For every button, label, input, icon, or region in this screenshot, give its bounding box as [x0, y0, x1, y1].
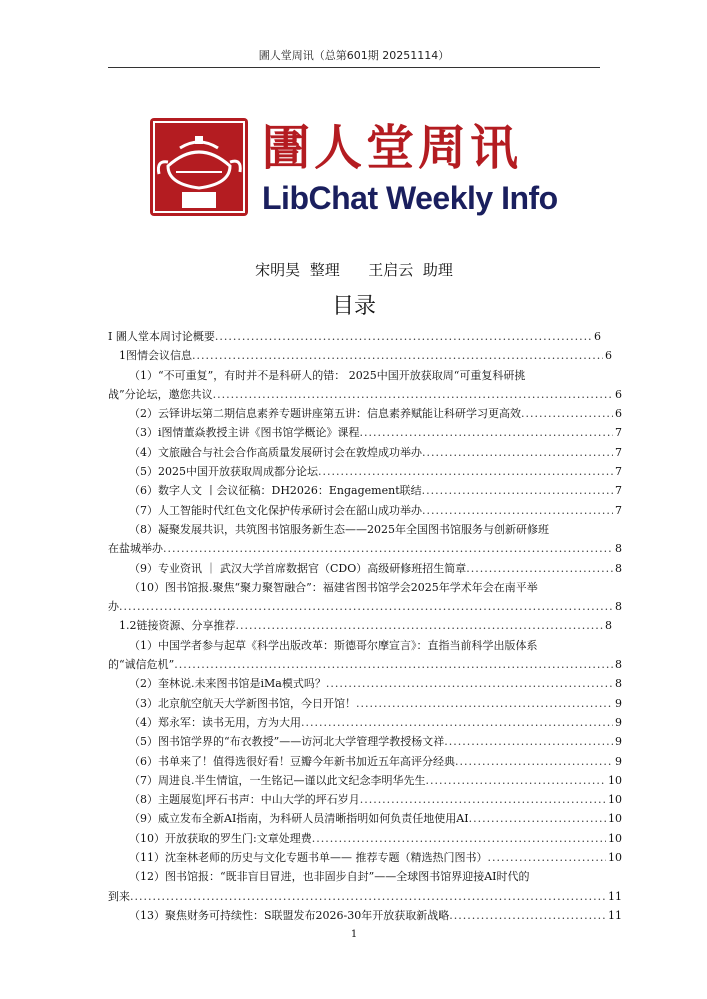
toc-leader-dots — [444, 732, 613, 751]
toc-entry[interactable] — [108, 423, 622, 442]
running-header: 圕人堂周讯（总第601期 20251114） — [258, 49, 450, 62]
toc-entry[interactable] — [108, 616, 612, 635]
toc-entry-text: （5）图书馆学界的“布衣教授”——访河北大学管理学教授杨文祥 — [129, 735, 445, 749]
toc-entry[interactable] — [108, 636, 622, 675]
toc-entry-text: （1）“不可重复”，有时并不是科研人的错： 2025中国开放获取周“可重复科研挑 — [129, 368, 526, 382]
toc-entry[interactable] — [108, 829, 622, 848]
toc-page-number: 7 — [615, 445, 622, 459]
toc-entry-text: 在盐城举办 — [108, 542, 163, 556]
toc-entry[interactable] — [108, 674, 622, 693]
toc-entry[interactable] — [108, 366, 622, 405]
toc-page-number: 7 — [615, 465, 622, 479]
toc-leader-dots — [422, 443, 613, 462]
toc-leader-dots — [521, 404, 613, 423]
toc-entry[interactable] — [108, 771, 622, 790]
toc-entry[interactable] — [108, 790, 622, 809]
toc-page-number: 9 — [615, 754, 622, 768]
toc-entry-text: （4）郑永军：读书无用，方为大用 — [129, 715, 301, 729]
toc-entry-text: （6）书单来了！值得选很好看！豆瓣今年新书加近五年高评分经典 — [129, 754, 455, 768]
toc-entry-text: （10）图书馆报.聚焦“聚力聚智融合”：福建省图书馆学会2025年学术年会在南平举 — [129, 580, 538, 594]
toc-entry-text: （8）主题展览|坪石书声：中山大学的坪石岁月 — [129, 793, 360, 807]
toc-entry-text: （7）人工智能时代红色文化保护传承研讨会在韶山成功举办 — [129, 503, 422, 517]
toc-title: 目录 — [331, 294, 376, 319]
toc-leader-dots — [449, 906, 606, 925]
toc-leader-dots — [312, 829, 606, 848]
toc-entry[interactable] — [108, 732, 622, 751]
toc-entry[interactable] — [108, 578, 622, 617]
toc-leader-dots — [360, 790, 606, 809]
toc-leader-dots — [422, 481, 613, 500]
toc-entry-text: （7）周进良.半生情谊，一生铭记—谨以此文纪念李明华先生 — [129, 773, 426, 787]
toc-entry-text: （10）开放获取的罗生门:文章处理费 — [129, 831, 312, 845]
toc-page-number: 11 — [608, 908, 622, 922]
toc-entry-text: （5）2025中国开放获取周成都分论坛 — [129, 465, 318, 479]
toc-entry[interactable] — [108, 867, 622, 906]
toc-page-number: 10 — [608, 812, 622, 826]
toc-entry-text: （8）凝聚发展共识，共筑图书馆服务新生态——2025年全国图书馆服务与创新研修班 — [129, 522, 549, 536]
toc-page-number: 8 — [615, 600, 622, 614]
toc-page-number: 9 — [615, 696, 622, 710]
logo — [150, 118, 560, 218]
toc-leader-dots — [488, 848, 607, 867]
toc-entry-text: （12）图书馆报：“既非盲目冒进，也非固步自封”——全球图书馆界迎接AI时代的 — [129, 870, 530, 884]
logo-title-cn: 圕人堂周讯 — [262, 120, 523, 176]
toc-entry-text: （2）奎林说.未来图书馆是iMa模式吗？ — [129, 677, 326, 691]
toc-entry[interactable] — [108, 462, 622, 481]
toc-leader-dots — [422, 501, 613, 520]
toc-entry[interactable] — [108, 809, 622, 828]
toc-page-number: 10 — [608, 851, 622, 865]
toc-entry-text: （1）中国学者参与起草《科学出版改革：斯德哥尔摩宣言》：直指当前科学出版体系 — [129, 638, 538, 652]
toc-entry-text: 1.2链接资源、分享推荐 — [119, 619, 236, 633]
toc-leader-dots — [318, 462, 613, 481]
toc-page-number: 8 — [615, 561, 622, 575]
toc-entry[interactable] — [108, 520, 622, 559]
toc-leader-dots — [466, 559, 613, 578]
toc-leader-dots — [360, 423, 613, 442]
toc-entry-text: （3）北京航空航天大学新图书馆，今日开馆！ — [129, 696, 356, 710]
toc-entry-text: （9）威立发布全新AI指南，为科研人员清晰指明如何负责任地使用AI — [129, 812, 469, 826]
toc-leader-dots — [213, 385, 613, 404]
toc-entry-text: （13）聚焦财务可持续性：S联盟发布2026-30年开放获取新战略 — [129, 908, 450, 922]
toc-page-number: 8 — [615, 542, 622, 556]
page-number: 1 — [350, 929, 358, 940]
toc-entry-text: 办 — [108, 600, 119, 614]
toc-leader-dots — [174, 655, 613, 674]
toc-entry[interactable] — [108, 443, 622, 462]
toc-entry-text: （6）数字人文 丨会议征稿：DH2026：Engagement联结 — [129, 484, 422, 498]
toc-entry-text: （11）沈奎林老师的历史与文化专题书单—— 推荐专题（精选热门图书） — [129, 851, 488, 865]
toc-page-number: 9 — [615, 715, 622, 729]
toc-page-number: 6 — [594, 330, 601, 343]
toc-page-number: 10 — [608, 773, 622, 787]
toc-page-number: 8 — [605, 619, 612, 633]
toc-page-number: 8 — [615, 677, 622, 691]
toc-entry-text: （9）专业资讯 ｜ 武汉大学首席数据官（CDO）高级研修班招生简章 — [129, 561, 467, 575]
toc-entry[interactable] — [108, 346, 612, 365]
toc-entry[interactable] — [108, 501, 622, 520]
toc-entry-text: （3）i图情董焱教授主讲《图书馆学概论》课程 — [129, 426, 360, 440]
toc-page-number: 7 — [615, 484, 622, 498]
toc-entry-text: 战”分论坛，邀您共议 — [108, 387, 213, 401]
toc-leader-dots — [163, 539, 613, 558]
toc-leader-dots — [301, 713, 613, 732]
toc-entry[interactable] — [108, 906, 622, 925]
toc-entry[interactable] — [108, 559, 622, 578]
toc-leader-dots — [192, 346, 603, 365]
editors-line: 宋明昊 整理 王启云 助理 — [255, 261, 453, 279]
toc-entry[interactable] — [108, 327, 601, 346]
toc-page-number: 11 — [608, 889, 622, 903]
toc-page-number: 6 — [605, 349, 612, 363]
toc-entry-text: 到来 — [108, 889, 130, 903]
toc-page-number: 7 — [615, 426, 622, 440]
toc-entry[interactable] — [108, 848, 622, 867]
toc-page-number: 10 — [608, 793, 622, 807]
toc-entry[interactable] — [108, 713, 622, 732]
toc-entry-text: 的“诚信危机” — [108, 658, 175, 672]
toc-leader-dots — [215, 327, 592, 346]
toc-entry[interactable] — [108, 694, 622, 713]
toc-page-number: 9 — [615, 735, 622, 749]
toc-entry-text: （4）文旅融合与社会合作高质量发展研讨会在敦煌成功举办 — [129, 445, 422, 459]
toc-leader-dots — [236, 616, 604, 635]
toc-page-number: 6 — [615, 387, 622, 401]
toc-leader-dots — [426, 771, 607, 790]
toc-leader-dots — [356, 694, 613, 713]
toc-page-number: 8 — [615, 658, 622, 672]
toc-entry[interactable] — [108, 481, 622, 500]
logo-title-en: LibChat Weekly Info — [262, 180, 558, 216]
toc-leader-dots — [326, 674, 613, 693]
header-rule — [108, 67, 600, 68]
toc-page-number: 10 — [608, 831, 622, 845]
toc-entry[interactable] — [108, 752, 622, 771]
toc-entry-text: I 圕人堂本周讨论概要 — [108, 330, 215, 343]
table-of-contents — [108, 327, 622, 925]
toc-page-number: 7 — [615, 503, 622, 517]
toc-entry[interactable] — [108, 404, 622, 423]
teapot-seal-icon — [150, 118, 248, 216]
toc-leader-dots — [130, 887, 606, 906]
toc-entry-text: 1图情会议信息 — [119, 349, 192, 363]
seal-logo-icon — [150, 118, 248, 216]
toc-leader-dots — [119, 597, 613, 616]
toc-leader-dots — [455, 752, 613, 771]
toc-entry-text: （2）云铎讲坛第二期信息素养专题讲座第五讲：信息素养赋能让科研学习更高效 — [129, 407, 521, 421]
toc-leader-dots — [469, 809, 606, 828]
toc-page-number: 6 — [615, 407, 622, 421]
